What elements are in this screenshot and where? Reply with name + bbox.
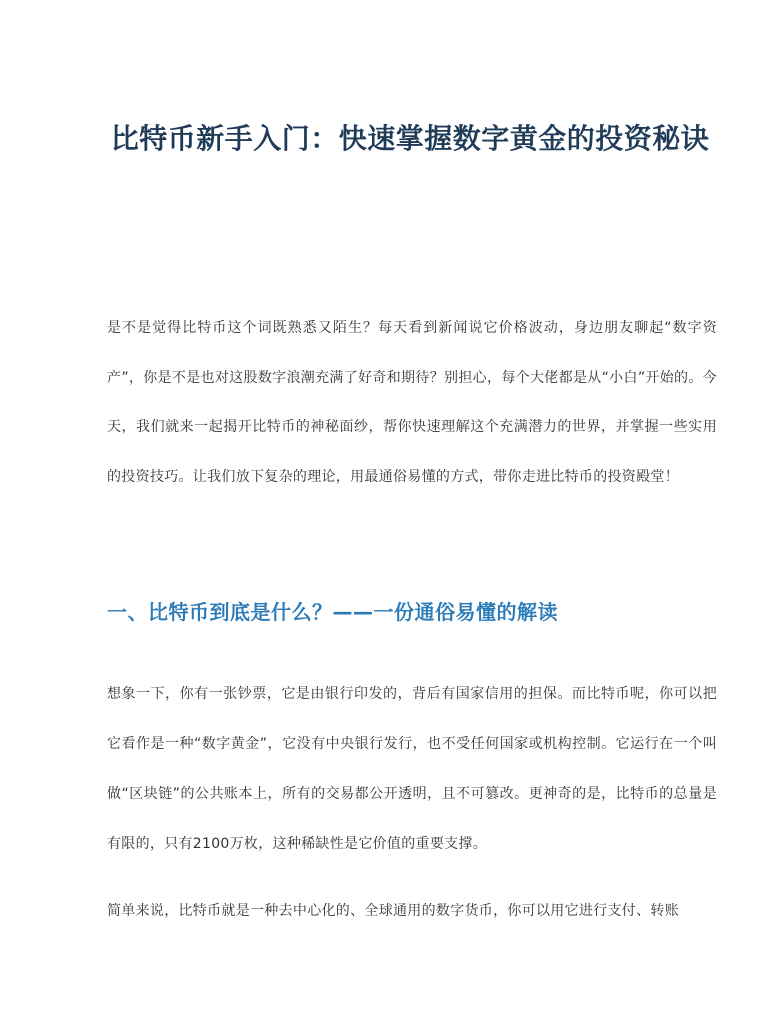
section-paragraph-1: 想象一下，你有一张钞票，它是由银行印发的，背后有国家信用的担保。而比特币呢，你可以把它看作是一种“数字黄金”，它没有中央银行发行，也不受任何国家或机构控制。它运行在一个叫做“区块链”的公共账本上，所有的交易都公开透明，且不可篡改。更神奇的是，比特币的总量是有限的，只有2100万枚，这种稀缺性是它价值的重要支撑。 — [107, 686, 717, 852]
intro-paragraph: 是不是觉得比特币这个词既熟悉又陌生？每天看到新闻说它价格波动，身边朋友聊起“数字资产”，你是不是也对这股数字浪潮充满了好奇和期待？别担心，每个大佬都是从“小白”开始的。今天，我们就来一起揭开比特币的神秘面纱，帮你快速理解这个充满潜力的世界，并掌握一些实用的投资技巧。让我们放下复杂的理论，用最通俗易懂的方式，带你走进比特币的投资殿堂！ — [107, 320, 717, 485]
article-title: 比特币新手入门：快速掌握数字黄金的投资秘诀 — [110, 122, 710, 155]
section-paragraph-2: 简单来说，比特币就是一种去中心化的、全球通用的数字货币，你可以用它进行支付、转账 — [107, 903, 679, 919]
section-heading: 一、比特币到底是什么？——一份通俗易懂的解读 — [107, 600, 558, 624]
